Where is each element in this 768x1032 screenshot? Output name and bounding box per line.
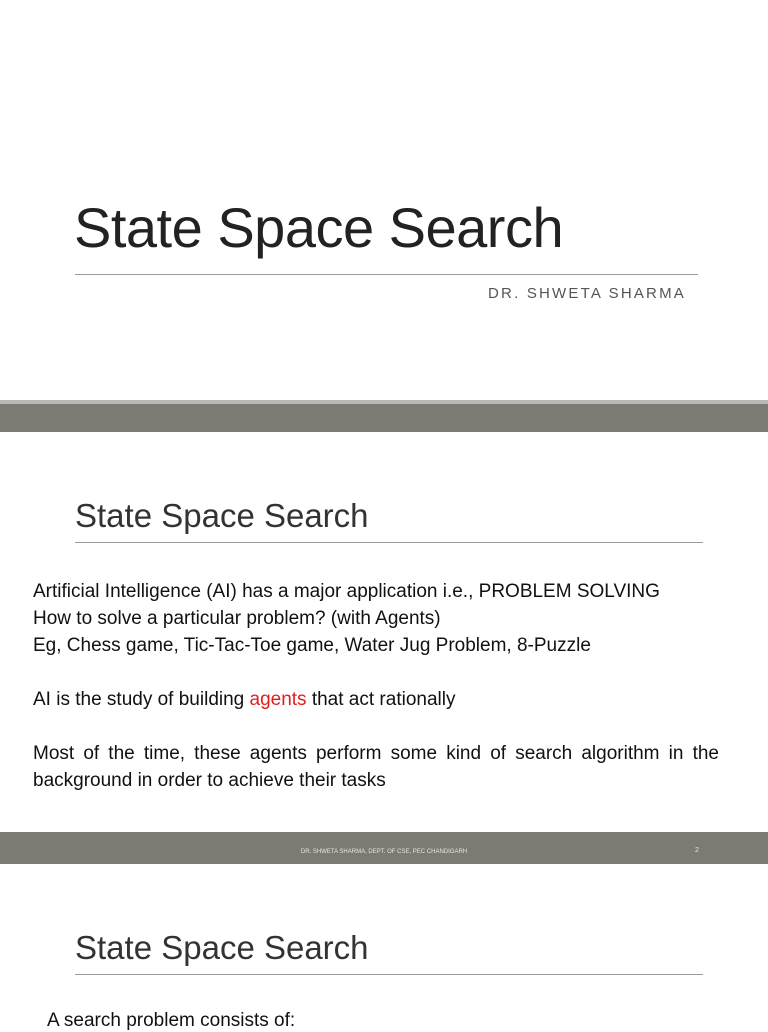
title-underline [75, 274, 698, 275]
slide-heading: State Space Search [75, 497, 369, 534]
body-paragraph: Most of the time, these agents perform some kind of search algorithm in the background in order to achieve their tasks [33, 743, 719, 791]
partial-text: A search problem consists of: [47, 1010, 296, 1031]
deck-title: State Space Search [74, 196, 564, 259]
body-line: Eg, Chess game, Tic-Tac-Toe game, Water Jug Problem, 8-Puzzle [33, 635, 591, 656]
agents-highlight: agents [249, 689, 307, 710]
slide-heading: State Space Search [75, 929, 369, 966]
agents-after: that act rationally [306, 689, 456, 710]
author-name: DR. SHWETA SHARMA [488, 285, 686, 302]
slide-intro [0, 432, 768, 832]
slide-next [0, 864, 768, 1031]
slide-title [0, 0, 768, 400]
agents-before: AI is the study of building [33, 689, 250, 710]
heading-underline [75, 542, 703, 543]
footer-text: DR. SHWETA SHARMA, DEPT. OF CSE, PEC CHANDIGARH [300, 849, 468, 855]
slide-footer-bar [0, 832, 768, 864]
slide-body [33, 578, 719, 794]
body-line: How to solve a particular problem? (with Agents) [33, 608, 441, 629]
agents-sentence [33, 686, 719, 713]
slide-separator-band [0, 404, 768, 432]
body-line: Artificial Intelligence (AI) has a major application i.e., PROBLEM SOLVING [33, 581, 660, 602]
heading-underline [75, 974, 703, 975]
page-number: 2 [695, 847, 699, 854]
